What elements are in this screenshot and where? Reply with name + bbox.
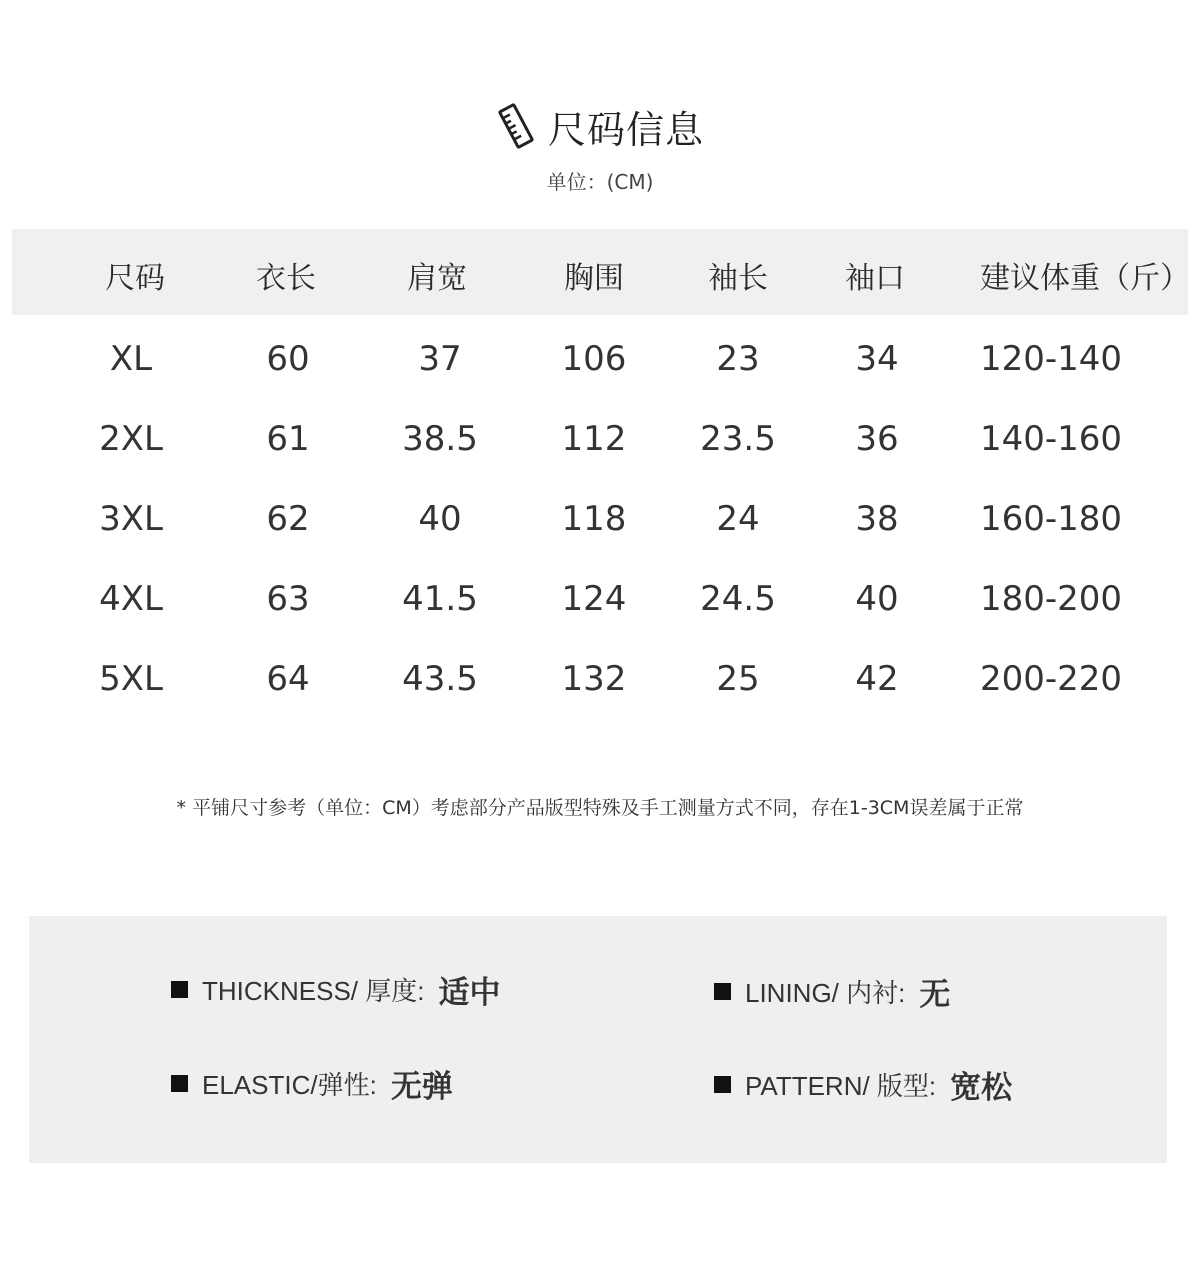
- spec-pattern: [714, 1064, 1012, 1104]
- cell-shoulder: 43.5: [402, 659, 478, 699]
- cell-weight: 200-220: [980, 659, 1123, 699]
- cell-cuff: 40: [855, 579, 899, 619]
- size-table-header: [12, 229, 1188, 315]
- cell-length: 62: [266, 499, 310, 539]
- cell-cuff: 42: [855, 659, 899, 699]
- cell-shoulder: 41.5: [402, 579, 478, 619]
- cell-length: 64: [266, 659, 310, 699]
- cell-chest: 132: [561, 659, 627, 699]
- spec-value: 无弹: [390, 1068, 453, 1105]
- cell-size: 5XL: [99, 659, 163, 699]
- cell-sleeve-length: 25: [716, 659, 760, 699]
- cell-length: 63: [266, 579, 310, 619]
- spec-label: THICKNESS/ 厚度:: [202, 975, 425, 1006]
- ruler-icon: [496, 103, 536, 149]
- cell-cuff: 36: [855, 419, 899, 459]
- cell-chest: 106: [561, 339, 627, 379]
- cell-size: XL: [109, 339, 153, 379]
- cell-shoulder: 40: [418, 499, 462, 539]
- table-row: [0, 575, 1200, 655]
- cell-chest: 112: [561, 419, 627, 459]
- cell-chest: 124: [561, 579, 627, 619]
- spec-elastic: [171, 1063, 453, 1103]
- title-bar: [0, 98, 1200, 154]
- cell-sleeve-length: 23.5: [700, 419, 776, 459]
- spec-label: ELASTIC/弹性:: [202, 1069, 377, 1100]
- header-length: 衣长: [256, 261, 316, 296]
- square-bullet-icon: [714, 1076, 731, 1093]
- table-row: [0, 415, 1200, 495]
- header-cuff: 袖口: [845, 261, 905, 296]
- header-size: 尺码: [105, 261, 165, 296]
- cell-chest: 118: [561, 499, 627, 539]
- measurement-note: * 平铺尺寸参考（单位：CM）考虑部分产品版型特殊及手工测量方式不同，存在1-3CM误差属于正常: [176, 797, 1024, 819]
- square-bullet-icon: [171, 1075, 188, 1092]
- square-bullet-icon: [171, 981, 188, 998]
- cell-length: 61: [266, 419, 310, 459]
- cell-cuff: 38: [855, 499, 899, 539]
- cell-weight: 160-180: [980, 499, 1123, 539]
- cell-size: 4XL: [99, 579, 163, 619]
- spec-value: 适中: [438, 974, 501, 1011]
- header-chest: 胸围: [564, 261, 624, 296]
- cell-size: 3XL: [99, 499, 163, 539]
- cell-shoulder: 38.5: [402, 419, 478, 459]
- spec-label: PATTERN/ 版型:: [745, 1070, 937, 1101]
- page-title: 尺码信息: [547, 107, 704, 152]
- unit-label: 单位：(CM): [546, 170, 654, 194]
- cell-weight: 140-160: [980, 419, 1123, 459]
- spec-label: LINING/ 内衬:: [745, 977, 906, 1008]
- spec-lining: [714, 971, 950, 1011]
- spec-thickness: [171, 969, 500, 1009]
- cell-sleeve-length: 23: [716, 339, 760, 379]
- header-shoulder: 肩宽: [407, 261, 467, 296]
- cell-size: 2XL: [99, 419, 163, 459]
- cell-sleeve-length: 24.5: [700, 579, 776, 619]
- cell-shoulder: 37: [418, 339, 462, 379]
- cell-length: 60: [266, 339, 310, 379]
- table-row: [0, 655, 1200, 735]
- spec-value: 宽松: [950, 1069, 1013, 1106]
- square-bullet-icon: [714, 983, 731, 1000]
- size-table-body: [0, 335, 1200, 735]
- cell-cuff: 34: [855, 339, 899, 379]
- header-weight: 建议体重（斤）: [980, 261, 1190, 296]
- cell-weight: 120-140: [980, 339, 1123, 379]
- spec-value: 无: [919, 976, 951, 1013]
- cell-sleeve-length: 24: [716, 499, 760, 539]
- fabric-spec-panel: [29, 916, 1167, 1163]
- header-sleeve-length: 袖长: [708, 261, 768, 296]
- table-row: [0, 495, 1200, 575]
- cell-weight: 180-200: [980, 579, 1123, 619]
- table-row: [0, 335, 1200, 415]
